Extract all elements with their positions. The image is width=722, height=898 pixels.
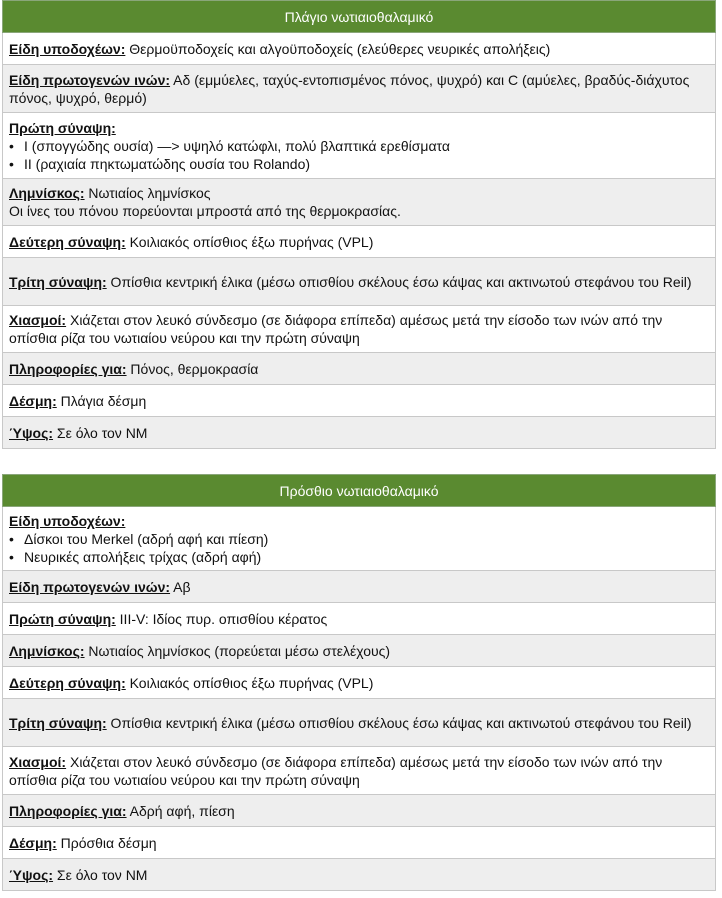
row-receptors <box>3 33 716 65</box>
row-label: Είδη υποδοχέων: <box>9 512 126 529</box>
row-label: Λημνίσκος: <box>9 185 85 201</box>
row-value: Νωτιαίος λημνίσκος (πορεύεται μέσω στελέχους) <box>84 642 391 659</box>
row-value: Κοιλιακός οπίσθιος έξω πυρήνας (VPL) <box>125 674 374 691</box>
row-value: Θερμοϋποδοχείς και αλγοϋποδοχείς (ελεύθερες νευρικές απολήξεις) <box>125 40 551 57</box>
row-second-synapse <box>3 226 716 258</box>
row-info <box>3 353 716 385</box>
row-crossing <box>3 747 716 795</box>
row-value: III-V: Ιδίος πυρ. οπισθίου κέρατος <box>115 610 328 627</box>
list-item: • Δίσκοι του Merkel (αδρή αφή και πίεση) <box>9 530 709 548</box>
header-row <box>3 475 716 507</box>
lateral-tract-table <box>2 0 716 449</box>
row-label: Χιασμοί: <box>9 753 67 770</box>
row-first-synapse <box>3 113 716 179</box>
row-fibers <box>3 65 716 113</box>
row-bundle <box>3 827 716 859</box>
row-info <box>3 795 716 827</box>
header-row <box>3 1 716 33</box>
row-value: Κοιλιακός οπίσθιος έξω πυρήνας (VPL) <box>125 233 374 250</box>
row-label: Δέσμη: <box>9 834 57 851</box>
list-item: • II (ραχιαία πηκτωματώδης ουσία του Rolando) <box>9 155 709 173</box>
row-lemniscus <box>3 179 716 226</box>
row-third-synapse <box>3 258 716 306</box>
row-label: Τρίτη σύναψη: <box>9 714 107 731</box>
row-label: Πρώτη σύναψη: <box>9 610 116 627</box>
list-item: • Νευρικές απολήξεις τρίχας (αδρή αφή) <box>9 548 709 566</box>
row-value: Χιάζεται στον λευκό σύνδεσμο (σε διάφορα επίπεδα) αμέσως μετά την είσοδο των ινών από την οπίσθια ρίζα του νωτιαίου νεύρου και την πρώτη σύναψη <box>9 753 663 788</box>
row-first-synapse <box>3 603 716 635</box>
row-value: Σε όλο τον ΝΜ <box>53 866 148 883</box>
anterior-tract-table <box>2 474 716 891</box>
table-title: Πρόσθιο νωτιαιοθαλαμικό <box>3 475 716 507</box>
row-label: Ύψος: <box>9 866 54 883</box>
row-value: Αβ <box>170 578 191 595</box>
row-value: Νωτιαίος λημνίσκος <box>84 185 211 201</box>
row-lemniscus <box>3 635 716 667</box>
row-note: Οι ίνες του πόνου πορεύονται μπροστά από της θερμοκρασίας. <box>9 203 401 219</box>
row-label: Ύψος: <box>9 424 54 441</box>
row-label: Δέσμη: <box>9 392 57 409</box>
row-value: Πλάγια δέσμη <box>56 392 147 409</box>
row-label: Τρίτη σύναψη: <box>9 273 107 290</box>
row-label: Λημνίσκος: <box>9 642 85 659</box>
row-value: Σε όλο τον ΝΜ <box>53 424 148 441</box>
row-label: Είδη πρωτογενών ινών: <box>9 578 171 595</box>
row-receptors <box>3 507 716 571</box>
row-label: Πρώτη σύναψη: <box>9 119 116 136</box>
table-title: Πλάγιο νωτιαιοθαλαμικό <box>3 1 716 33</box>
row-label: Είδη πρωτογενών ινών: <box>9 71 171 88</box>
row-crossing <box>3 306 716 353</box>
row-value: Αδρή αφή, πίεση <box>126 802 235 819</box>
row-level <box>3 417 716 449</box>
row-value: Οπίσθια κεντρική έλικα (μέσω οπισθίου σκέλους έσω κάψας και ακτινωτού στεφάνου του Reil) <box>106 714 692 731</box>
row-value: Αδ (εμμύελες, ταχύς-εντοπισμένος πόνος, ψυχρό) και C (αμύελες, βραδύς-διάχυτος πόνος, ψυχρό, θερμό) <box>9 71 690 106</box>
row-label: Χιασμοί: <box>9 312 67 328</box>
row-value: Χιάζεται στον λευκό σύνδεσμο (σε διάφορα επίπεδα) αμέσως μετά την είσοδο των ινών από την οπίσθια ρίζα του νωτιαίου νεύρου και την πρώτη σύναψη <box>9 312 663 346</box>
row-bundle <box>3 385 716 417</box>
row-value: Πρόσθια δέσμη <box>56 834 157 851</box>
row-label: Δεύτερη σύναψη: <box>9 233 126 250</box>
row-label: Πληροφορίες για: <box>9 802 127 819</box>
row-value: Πόνος, θερμοκρασία <box>126 360 259 377</box>
list-item: • I (σπογγώδης ουσία) —> υψηλό κατώφλι, πολύ βλαπτικά ερεθίσματα <box>9 137 709 155</box>
row-second-synapse <box>3 667 716 699</box>
row-level <box>3 859 716 891</box>
row-value: Οπίσθια κεντρική έλικα (μέσω οπισθίου σκέλους έσω κάψας και ακτινωτού στεφάνου του Reil) <box>106 273 692 290</box>
row-label: Είδη υποδοχέων: <box>9 40 126 57</box>
row-third-synapse <box>3 699 716 747</box>
row-label: Πληροφορίες για: <box>9 360 127 377</box>
row-label: Δεύτερη σύναψη: <box>9 674 126 691</box>
row-fibers <box>3 571 716 603</box>
